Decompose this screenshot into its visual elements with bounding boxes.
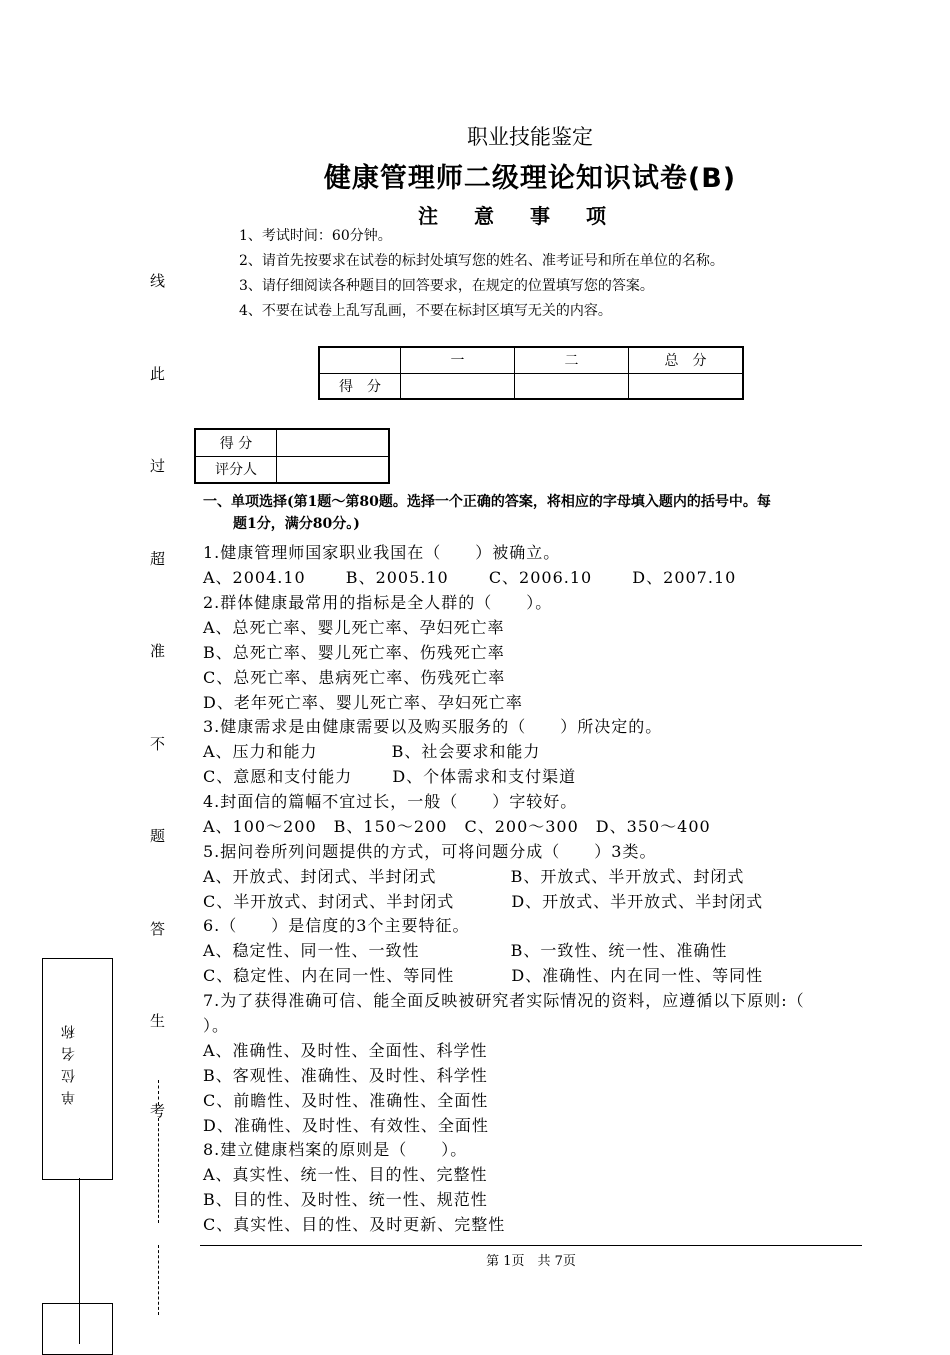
question-stem: 5.据问卷所列问题提供的方式，可将问题分成（ ）3类。 [203,842,657,861]
unit-name-label: 单位名称 [61,1017,77,1105]
question-option: A、总死亡率、婴儿死亡率、孕妇死亡率 [203,618,505,637]
question-options: C、半开放式、封闭式、半封闭式 D、开放式、半开放式、半封闭式 [203,892,764,911]
question-options: A、2004.10 B、2005.10 C、2006.10 D、2007.10 [203,568,737,587]
score-header-cell: 二 [515,347,629,373]
grader-name-label: 评分人 [195,456,277,483]
binding-char: 线 [150,272,166,290]
question-option: B、总死亡率、婴儿死亡率、伤残死亡率 [203,643,505,662]
question-stem-cont: ）。 [203,1016,230,1035]
binding-char: 生 [150,1012,166,1030]
notice-item: 3、请仔细阅读各种题目的回答要求，在规定的位置填写您的答案。 [239,278,654,294]
grader-score-cell[interactable] [277,429,390,456]
score-cell[interactable] [515,373,629,399]
question-option: D、老年死亡率、婴儿死亡率、孕妇死亡率 [203,693,523,712]
question-option: C、真实性、目的性、及时更新、完整性 [203,1215,506,1234]
score-table [318,346,744,400]
page-number: 第 1页 共 7页 [486,1254,576,1269]
question-option: A、准确性、及时性、全面性、科学性 [203,1041,488,1060]
question-stem: 1.健康管理师国家职业我国在（ ）被确立。 [203,543,561,562]
exam-title: 健康管理师二级理论知识试卷(B) [323,163,737,194]
question-stem: 2.群体健康最常用的指标是全人群的（ ）。 [203,593,553,612]
grader-box [194,428,390,484]
question-options: A、稳定性、同一性、一致性 B、一致性、统一性、准确性 [203,941,728,960]
score-header-cell [319,347,401,373]
score-header-cell: 总 分 [629,347,744,373]
notice-item: 2、请首先按要求在试卷的标封处填写您的姓名、准考证号和所在单位的名称。 [239,253,724,269]
score-header-cell: 一 [401,347,515,373]
question-option: B、客观性、准确性、及时性、科学性 [203,1066,488,1085]
footer-rule [200,1245,862,1246]
score-cell[interactable] [629,373,744,399]
side-box-lower[interactable] [42,1303,113,1355]
question-option: C、前瞻性、及时性、准确性、全面性 [203,1091,489,1110]
binding-dash [158,1118,159,1223]
question-stem: 3.健康需求是由健康需要以及购买服务的（ ）所决定的。 [203,717,663,736]
binding-char: 超 [150,550,166,568]
question-stem: 7.为了获得准确可信、能全面反映被研究者实际情况的资料，应遵循以下原则:（ [203,991,805,1010]
section-instructions [203,491,863,535]
question-stem: 4.封面信的篇幅不宜过长，一般（ ）字较好。 [203,792,578,811]
binding-dash [158,1080,159,1105]
binding-char: 答 [150,920,166,938]
question-options: C、意愿和支付能力 D、个体需求和支付渠道 [203,767,577,786]
question-option: A、真实性、统一性、目的性、完整性 [203,1165,488,1184]
binding-char: 不 [150,735,166,753]
binding-char: 准 [150,642,166,660]
score-row-label: 得 分 [319,373,401,399]
question-stem: 8.建立健康档案的原则是（ ）。 [203,1140,468,1159]
section-line: 题1分，满分80分。) [233,516,360,532]
question-option: B、目的性、及时性、统一性、规范性 [203,1190,488,1209]
question-stem: 6.（ ）是信度的3个主要特征。 [203,916,470,935]
notice-heading: 注意事项 [418,204,642,228]
section-line: 一、单项选择(第1题～第80题。选择一个正确的答案，将相应的字母填入题内的括号中。每 [203,494,771,510]
question-options: A、开放式、封闭式、半封闭式 B、开放式、半开放式、封闭式 [203,867,745,886]
score-cell[interactable] [401,373,515,399]
question-options: C、稳定性、内在同一性、等同性 D、准确性、内在同一性、等同性 [203,966,764,985]
question-options: A、压力和能力 B、社会要求和能力 [203,742,541,761]
question-option: C、总死亡率、患病死亡率、伤残死亡率 [203,668,506,687]
binding-char: 过 [150,457,166,475]
notice-item: 1、考试时间：60分钟。 [239,228,392,244]
grader-score-label: 得 分 [195,429,277,456]
unit-name-box[interactable] [42,958,113,1180]
grader-name-cell[interactable] [277,456,390,483]
binding-char: 此 [150,365,166,383]
binding-char: 考 [150,1102,166,1120]
binding-dash [158,1245,159,1315]
question-options: A、100～200 B、150～200 C、200～300 D、350～400 [203,817,711,836]
binding-char: 题 [150,827,166,845]
notice-item: 4、不要在试卷上乱写乱画，不要在标封区填写无关的内容。 [239,303,612,319]
exam-category: 职业技能鉴定 [467,125,593,149]
question-option: D、准确性、及时性、有效性、全面性 [203,1116,489,1135]
